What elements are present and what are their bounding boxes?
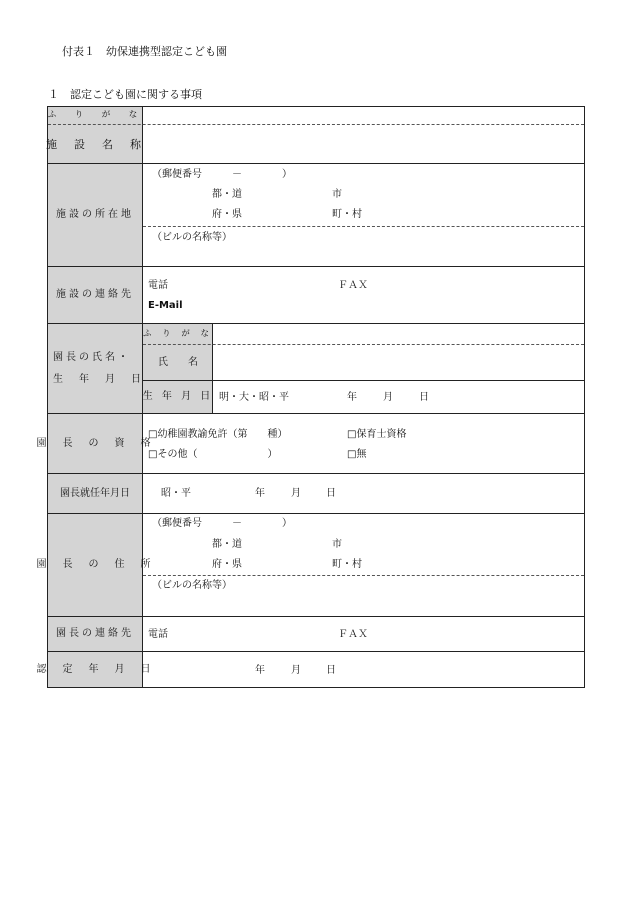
- director-name-field[interactable]: [214, 346, 584, 379]
- qualification-teacher-checkbox[interactable]: □幼稚園教諭免許（第 種）: [148, 429, 288, 440]
- director-appointed-label: 園長就任年月日: [60, 487, 130, 499]
- facility-address-label: 施設の所在地: [56, 209, 134, 220]
- cert-day-unit: 日: [326, 665, 336, 676]
- building-name-line: （ビルの名称等）: [152, 232, 232, 243]
- appointed-day-unit: 日: [326, 488, 336, 499]
- postal-code-line: （郵便番号 － ）: [152, 169, 292, 180]
- appointed-era-options: 昭・平: [161, 488, 191, 499]
- director-contact-label: 園長の連絡先: [56, 628, 134, 639]
- certification-date-label: 認 定 年 月 日: [36, 663, 154, 675]
- city-option-1: 市: [332, 189, 342, 200]
- cert-year-unit: 年: [255, 665, 265, 676]
- prefecture-option-1: 都・道: [212, 189, 242, 200]
- facility-name-field[interactable]: [144, 126, 584, 162]
- qualification-none-checkbox[interactable]: □無: [347, 449, 367, 460]
- director-fax-label: ＦＡＸ: [338, 629, 368, 640]
- fax-label: ＦＡＸ: [338, 280, 368, 291]
- director-prefecture-option-2: 府・県: [212, 559, 242, 570]
- city-option-2: 町・村: [332, 209, 362, 220]
- section-heading: １ 認定こども園に関する事項: [48, 88, 202, 101]
- facility-contact-label: 施設の連絡先: [56, 289, 134, 300]
- director-tel-label: 電話: [148, 629, 168, 640]
- prefecture-option-2: 府・県: [212, 209, 242, 220]
- cert-month-unit: 月: [291, 665, 301, 676]
- director-furigana-field[interactable]: [214, 325, 584, 343]
- director-prefecture-option-1: 都・道: [212, 539, 242, 550]
- birth-era-options: 明・大・昭・平: [219, 392, 289, 403]
- appointed-year-unit: 年: [255, 488, 265, 499]
- page-title: 付表１ 幼保連携型認定こども園: [62, 45, 227, 58]
- birth-day-unit: 日: [419, 392, 429, 403]
- qualification-childcare-checkbox[interactable]: □保育士資格: [347, 429, 407, 440]
- qualification-other-checkbox[interactable]: □その他（ ）: [148, 449, 278, 460]
- director-name-label: 氏 名: [158, 356, 198, 368]
- director-building-name-line: （ビルの名称等）: [152, 580, 232, 591]
- email-label: E-Mail: [148, 300, 183, 311]
- director-city-option-1: 市: [332, 539, 342, 550]
- appointed-month-unit: 月: [291, 488, 301, 499]
- director-city-option-2: 町・村: [332, 559, 362, 570]
- director-name-birth-label-2: 生 年 月 日: [53, 374, 144, 385]
- birth-year-unit: 年: [347, 392, 357, 403]
- facility-furigana-field[interactable]: [144, 107, 584, 123]
- tel-label: 電話: [148, 280, 168, 291]
- director-name-birth-label: 園長の氏名・: [53, 352, 131, 363]
- director-qualification-label: 園 長 の 資 格: [36, 437, 154, 449]
- director-birth-label: 生 年 月 日: [142, 391, 214, 402]
- facility-furigana-label: ふ り が な: [47, 109, 143, 120]
- director-furigana-label: ふ り が な: [142, 328, 214, 339]
- director-address-label: 園 長 の 住 所: [36, 559, 154, 570]
- director-postal-code-line: （郵便番号 － ）: [152, 518, 292, 529]
- facility-name-label: 施 設 名 称: [46, 137, 144, 151]
- birth-month-unit: 月: [383, 392, 393, 403]
